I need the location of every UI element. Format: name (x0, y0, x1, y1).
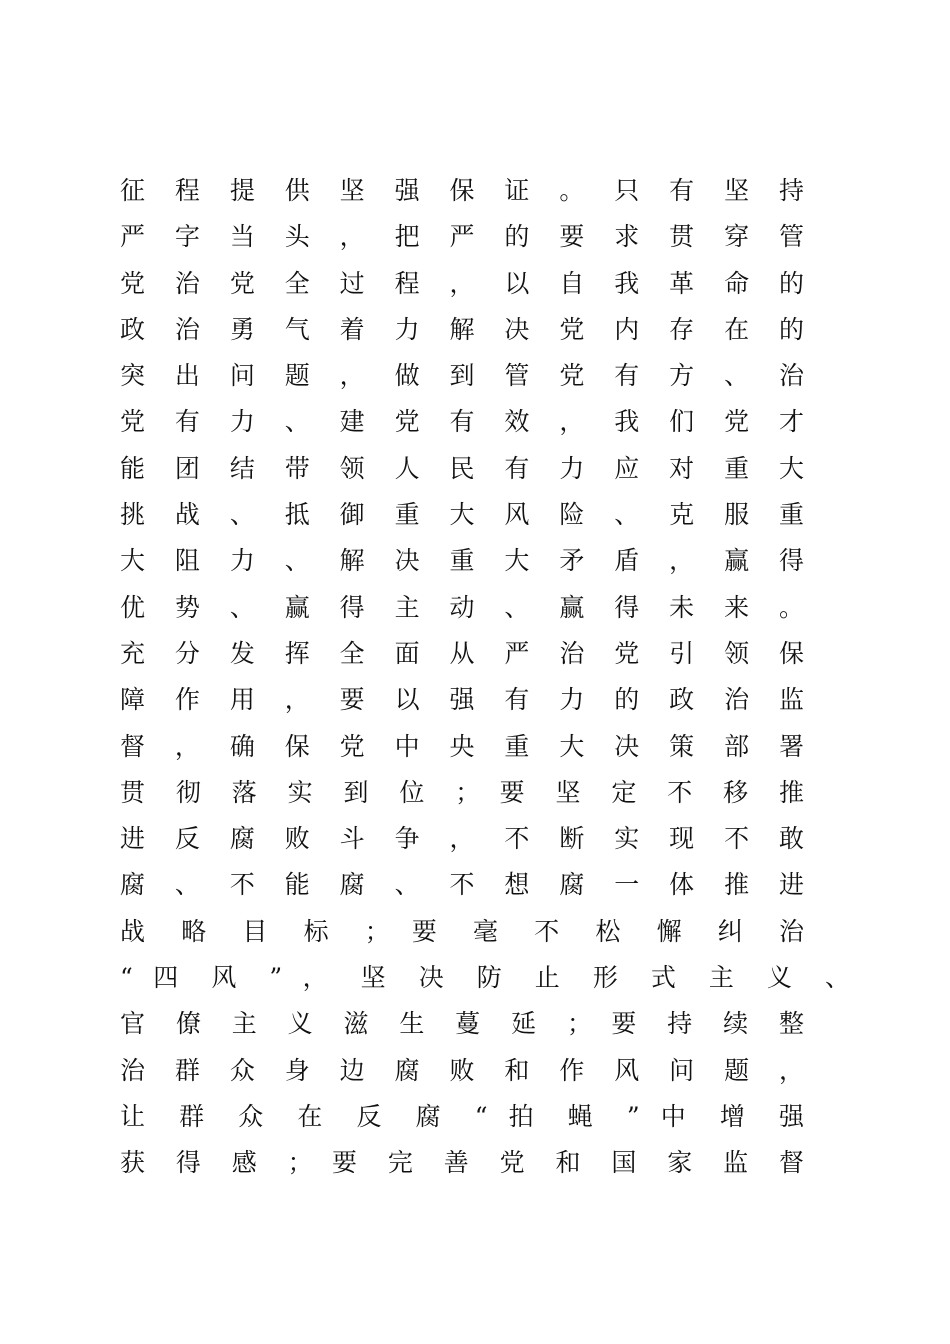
text-line-19: 官 僚 主 义 滋 生 蔓 延 ； 要 持 续 整 (120, 1009, 804, 1039)
text-line-15: 进 反 腐 败 斗 争 ， 不 断 实 现 不 敢 (120, 824, 804, 854)
text-line-6: 党 有 力 、 建 党 有 效 ， 我 们 党 才 (120, 407, 804, 437)
text-line-4: 政 治 勇 气 着 力 解 决 党 内 存 在 的 (120, 314, 804, 344)
text-line-21: 让 群 众 在 反 腐 “ 拍 蝇 ” 中 增 强 (120, 1101, 804, 1131)
text-line-7: 能 团 结 带 领 人 民 有 力 应 对 重 大 (120, 453, 804, 483)
text-line-9: 大 阻 力 、 解 决 重 大 矛 盾 ， 赢 得 (120, 546, 804, 576)
text-line-13: 督 ， 确 保 党 中 央 重 大 决 策 部 署 (120, 731, 804, 761)
text-line-3: 党 治 党 全 过 程 ， 以 自 我 革 命 的 (120, 268, 804, 298)
text-line-16: 腐 、 不 能 腐 、 不 想 腐 一 体 推 进 (120, 870, 804, 900)
text-line-8: 挑 战 、 抵 御 重 大 风 险 、 克 服 重 (120, 500, 804, 530)
text-line-5: 突 出 问 题 ， 做 到 管 党 有 方 、 治 (120, 361, 804, 391)
text-line-2: 严 字 当 头 ， 把 严 的 要 求 贯 穿 管 (120, 222, 804, 252)
text-line-14: 贯 彻 落 实 到 位 ； 要 坚 定 不 移 推 (120, 777, 804, 807)
text-line-10: 优 势 、 赢 得 主 动 、 赢 得 未 来 。 (120, 592, 804, 622)
text-line-22: 获 得 感 ； 要 完 善 党 和 国 家 监 督 (120, 1148, 804, 1178)
text-line-12: 障 作 用 ， 要 以 强 有 力 的 政 治 监 (120, 685, 804, 715)
text-line-20: 治 群 众 身 边 腐 败 和 作 风 问 题 ， (120, 1055, 804, 1085)
text-line-17: 战 略 目 标 ； 要 毫 不 松 懈 纠 治 (120, 916, 804, 946)
text-line-11: 充 分 发 挥 全 面 从 严 治 党 引 领 保 (120, 638, 804, 668)
text-line-18: “ 四 风 ” ， 坚 决 防 止 形 式 主 义 、 (120, 963, 850, 993)
body-text (120, 168, 850, 1187)
text-line-1: 征 程 提 供 坚 强 保 证 。 只 有 坚 持 (120, 176, 804, 205)
